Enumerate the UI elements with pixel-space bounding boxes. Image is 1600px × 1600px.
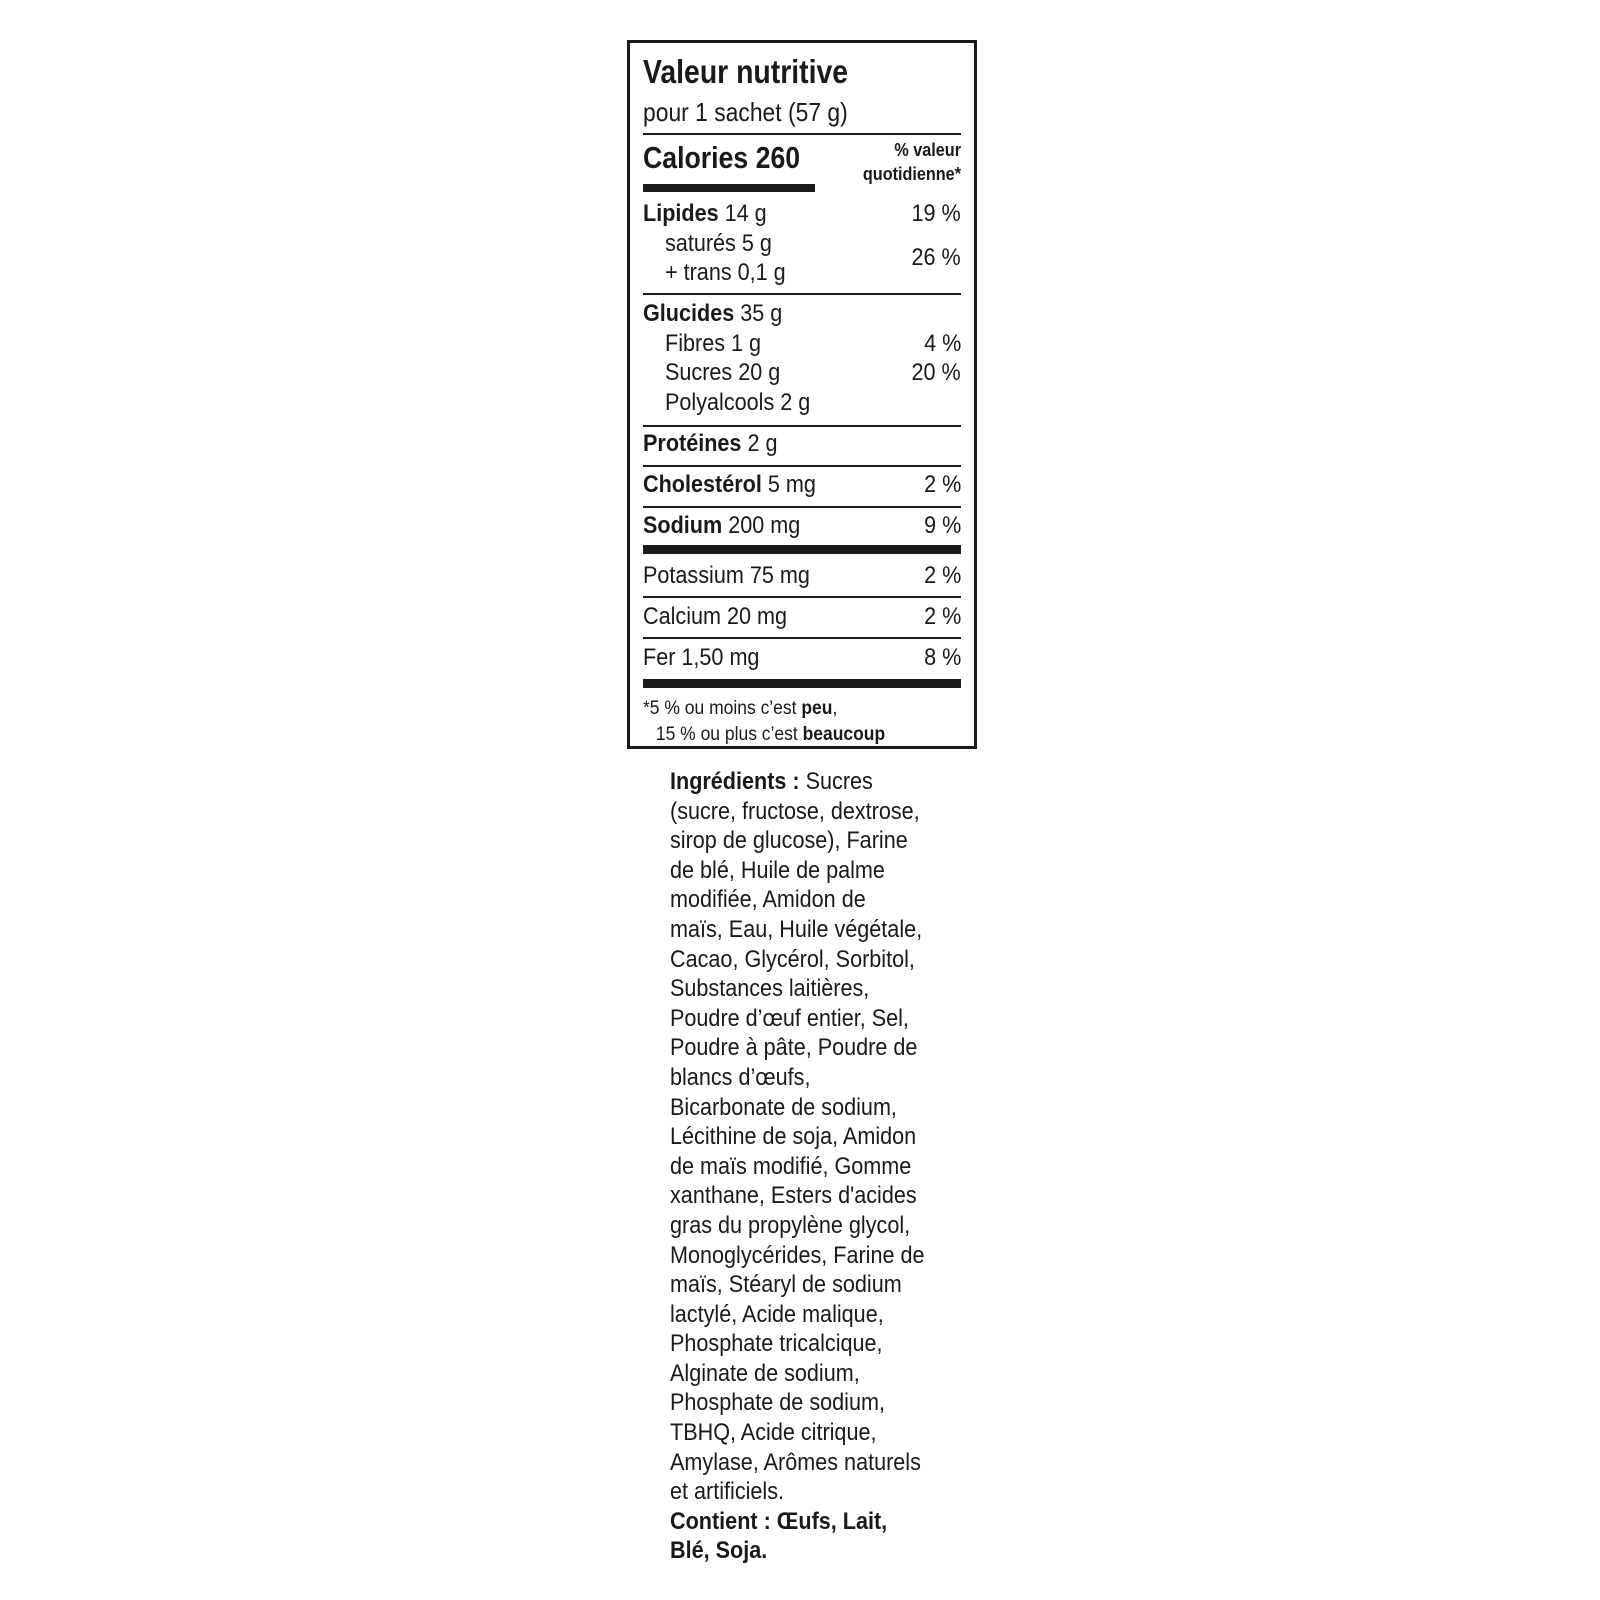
nutrient-row-fibres	[643, 329, 961, 359]
divider	[643, 637, 961, 639]
ingredients-list	[670, 767, 960, 1566]
ingredients-line: Bicarbonate de sodium,	[670, 1093, 897, 1121]
nutrient-amount: 5 mg	[767, 471, 816, 498]
nutrient-name: Sodium	[643, 512, 723, 539]
nutrient-dv: 19 %	[911, 200, 961, 227]
nutrient-dv: 20 %	[911, 359, 961, 386]
daily-value-header	[863, 138, 961, 186]
nutrition-facts-table	[627, 40, 977, 749]
ingredients-line: maïs, Eau, Huile végétale,	[670, 915, 923, 943]
nutrient-dv: 2 %	[923, 603, 961, 630]
ingredients-line: Phosphate de sodium,	[670, 1389, 885, 1417]
ingredients-heading: Ingrédients :	[670, 768, 800, 795]
ingredients-line: Alginate de sodium,	[670, 1359, 860, 1387]
nutrient-row-proteines	[643, 429, 961, 459]
footnote-emphasis: beaucoup	[802, 724, 886, 745]
ingredients-line: gras du propylène glycol,	[670, 1211, 911, 1239]
allergens-line: Contient : Œufs, Lait,	[670, 1507, 888, 1535]
nutrient-name: Protéines	[643, 430, 742, 457]
nutrient-row-glucides	[643, 299, 961, 329]
footnote-line1	[643, 696, 885, 722]
nutrient-name: Cholestérol	[643, 471, 762, 498]
footnote-line2	[643, 722, 885, 748]
ingredients-text: Sucres	[799, 768, 873, 795]
ingredients-line: maïs, Stéaryl de sodium	[670, 1271, 902, 1299]
ingredients-line: et artificiels.	[670, 1478, 785, 1506]
nutrient-label: Fibres 1 g	[665, 330, 762, 357]
allergens-line: Blé, Soja.	[670, 1537, 768, 1565]
divider	[643, 133, 961, 135]
ingredients-line: Poudre d’œuf entier, Sel,	[670, 1004, 909, 1032]
divider	[643, 506, 961, 508]
divider	[643, 293, 961, 295]
nutrient-row-calcium	[643, 602, 961, 632]
thick-divider	[643, 679, 961, 688]
nutrient-name: Lipides	[643, 200, 719, 227]
ingredients-line: Substances laitières,	[670, 975, 870, 1003]
nutrient-label: + trans 0,1 g	[665, 259, 786, 286]
divider	[643, 425, 961, 427]
daily-value-footnote	[643, 696, 885, 748]
nutrient-name: Glucides	[643, 300, 735, 327]
nutrient-row-trans	[643, 258, 961, 288]
daily-value-header-line1: % valeur	[894, 140, 961, 160]
nutrient-row-lipides	[643, 199, 961, 229]
nutrient-amount: 14 g	[724, 200, 767, 227]
footnote-text: ,	[832, 698, 838, 719]
nutrient-row-cholesterol	[643, 470, 961, 500]
daily-value-header-line2: quotidienne*	[862, 164, 961, 184]
ingredients-line: (sucre, fructose, dextrose,	[670, 797, 920, 825]
nutrient-amount: 200 mg	[728, 512, 801, 539]
footnote-emphasis: peu	[801, 698, 833, 719]
nutrient-label: saturés 5 g	[665, 230, 772, 257]
nutrient-dv: 2 %	[923, 471, 961, 498]
divider	[643, 465, 961, 467]
ingredients-line	[670, 767, 931, 797]
nutrient-row-sucres	[643, 358, 961, 388]
ingredients-line: modifiée, Amidon de	[670, 886, 866, 914]
nutrient-dv: 26 %	[911, 244, 961, 271]
footnote-text: *5 % ou moins c’est	[643, 698, 802, 719]
nutrient-row-fer	[643, 643, 961, 673]
nutrient-label: Polyalcools 2 g	[665, 389, 811, 416]
ingredients-line: xanthane, Esters d'acides	[670, 1182, 917, 1210]
ingredients-line: Poudre à pâte, Poudre de	[670, 1034, 918, 1062]
nutrient-label: Calcium 20 mg	[643, 603, 788, 630]
nutrition-title: Valeur nutritive	[643, 53, 849, 90]
ingredients-line: Phosphate tricalcique,	[670, 1330, 883, 1358]
divider	[643, 596, 961, 598]
calories-divider	[643, 184, 815, 192]
calories-value: Calories 260	[643, 140, 801, 175]
nutrient-amount: 2 g	[747, 430, 778, 457]
ingredients-line: blancs d’œufs,	[670, 1063, 811, 1091]
nutrient-label: Fer 1,50 mg	[643, 644, 760, 671]
thick-divider	[643, 545, 961, 554]
footnote-text: 15 % ou plus c’est	[655, 724, 803, 745]
nutrient-row-potassium	[643, 561, 961, 591]
nutrient-row-sodium	[643, 511, 961, 541]
nutrient-dv: 9 %	[923, 512, 961, 539]
ingredients-line: TBHQ, Acide citrique,	[670, 1419, 877, 1447]
ingredients-line: de maïs modifié, Gomme	[670, 1152, 912, 1180]
nutrient-label: Potassium 75 mg	[643, 562, 810, 589]
ingredients-line: Lécithine de soja, Amidon	[670, 1123, 917, 1151]
ingredients-line: Cacao, Glycérol, Sorbitol,	[670, 945, 915, 973]
ingredients-line: lactylé, Acide malique,	[670, 1300, 884, 1328]
ingredients-line: Monoglycérides, Farine de	[670, 1241, 925, 1269]
ingredients-line: de blé, Huile de palme	[670, 856, 885, 884]
nutrient-dv: 4 %	[923, 330, 961, 357]
nutrient-row-polyalcools	[643, 388, 961, 418]
nutrient-amount: 35 g	[740, 300, 783, 327]
nutrient-dv: 8 %	[923, 644, 961, 671]
nutrient-label: Sucres 20 g	[665, 359, 781, 386]
ingredients-line: sirop de glucose), Farine	[670, 827, 908, 855]
serving-size: pour 1 sachet (57 g)	[643, 97, 848, 127]
nutrient-dv: 2 %	[923, 562, 961, 589]
ingredients-line: Amylase, Arômes naturels	[670, 1448, 921, 1476]
